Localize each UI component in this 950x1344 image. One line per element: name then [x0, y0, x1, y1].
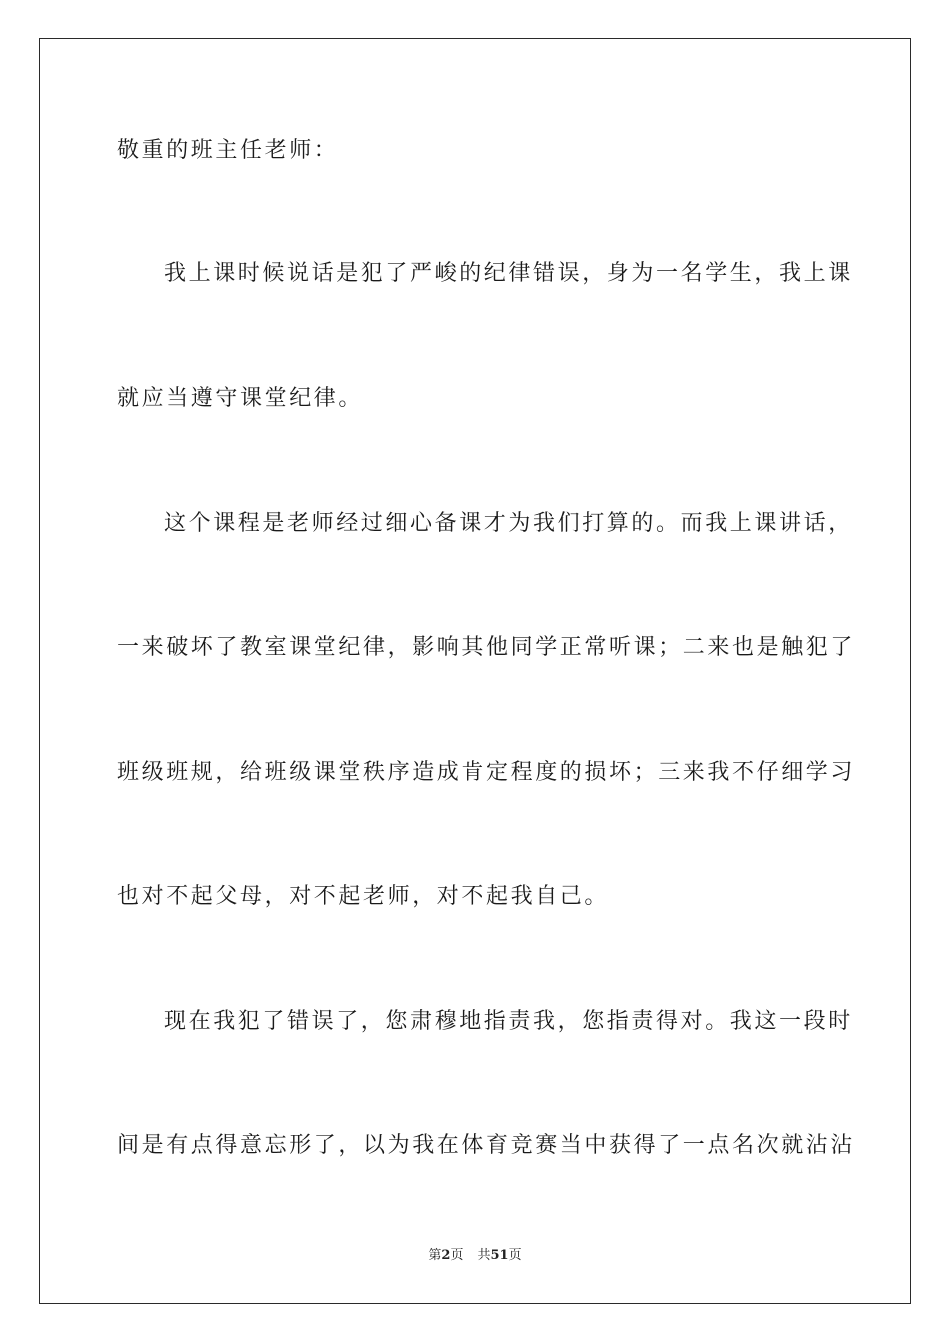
total-pages: 51 — [490, 1248, 509, 1263]
paragraph-1-line-1: 我上课时候说话是犯了严峻的纪律错误，身为一名学生，我上课 — [164, 261, 853, 286]
total-suffix: 页 — [508, 1248, 522, 1263]
page-border — [39, 38, 911, 1304]
paragraph-2-line-3: 班级班规，给班级课堂秩序造成肯定程度的损坏；三来我不仔细学习 — [117, 760, 856, 785]
salutation-line: 敬重的班主任老师： — [117, 138, 339, 163]
page-number: 2 — [441, 1248, 451, 1263]
paragraph-2-line-4: 也对不起父母，对不起老师，对不起我自己。 — [117, 884, 610, 909]
paragraph-2-line-2: 一来破坏了教室课堂纪律，影响其他同学正常听课；二来也是触犯了 — [117, 635, 856, 660]
paragraph-3-line-2: 间是有点得意忘形了，以为我在体育竞赛当中获得了一点名次就沾沾 — [117, 1133, 856, 1158]
paragraph-1-line-2: 就应当遵守课堂纪律。 — [117, 386, 364, 411]
paragraph-3-line-1: 现在我犯了错误了，您肃穆地指责我，您指责得对。我这一段时 — [164, 1009, 853, 1034]
paragraph-2-line-1: 这个课程是老师经过细心备课才为我们打算的。而我上课讲话， — [164, 511, 853, 536]
total-prefix: 共 — [477, 1248, 491, 1263]
page-suffix: 页 — [450, 1248, 464, 1263]
page-prefix: 第 — [428, 1248, 442, 1263]
page-footer — [0, 1247, 950, 1265]
